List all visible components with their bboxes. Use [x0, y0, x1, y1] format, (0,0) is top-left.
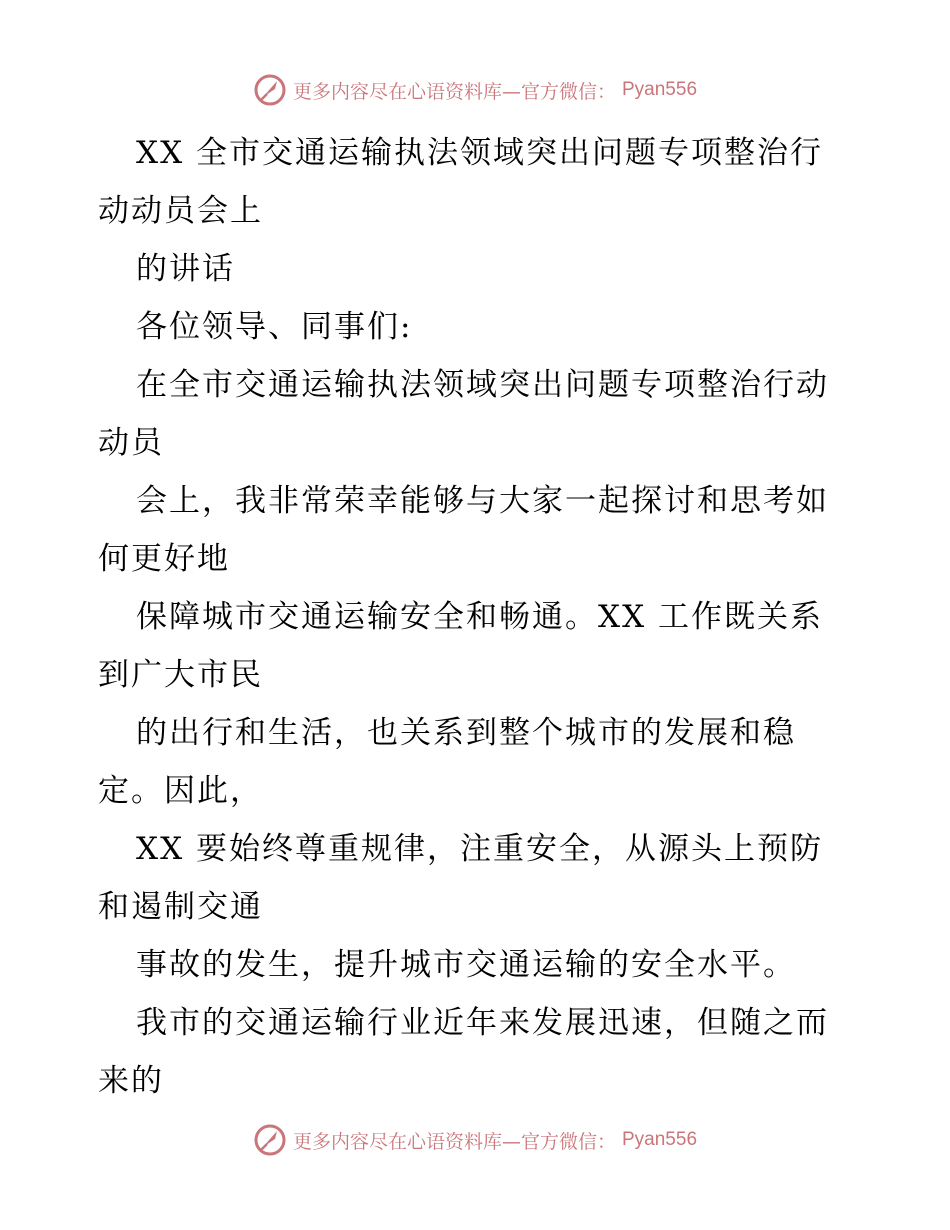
text-line: 到广大市民 [98, 657, 263, 693]
text-line: XX 要始终尊重规律，注重安全，从源头上预防 [136, 831, 823, 867]
text-line: 在全市交通运输执法领域突出问题专项整治行动 [136, 367, 829, 403]
text-line: 的出行和生活，也关系到整个城市的发展和稳 [136, 715, 796, 751]
text-line: 动员 [98, 425, 164, 461]
document-body [98, 124, 858, 1110]
watermark-wechat-id: Pyan556 [622, 79, 698, 100]
watermark-text: 更多内容尽在心语资料库—官方微信： [292, 80, 616, 103]
watermark-text: 更多内容尽在心语资料库—官方微信： [292, 1130, 616, 1153]
footer-watermark [0, 1120, 950, 1160]
text-line: 保障城市交通运输安全和畅通。XX 工作既关系 [136, 599, 823, 635]
quill-logo-icon [253, 73, 287, 107]
text-line: XX 全市交通运输执法领域突出问题专项整治行 [136, 135, 823, 171]
quill-logo-icon [253, 1123, 287, 1157]
text-line: 我市的交通运输行业近年来发展迅速，但随之而 [136, 1005, 829, 1041]
text-line: 和遏制交通 [98, 889, 263, 925]
text-line: 何更好地 [98, 541, 230, 577]
text-line: 定。因此， [98, 773, 263, 809]
text-line: 各位领导、同事们: [136, 309, 413, 345]
text-line: 事故的发生，提升城市交通运输的安全水平。 [136, 947, 796, 983]
text-line: 会上，我非常荣幸能够与大家一起探讨和思考如 [136, 483, 829, 519]
watermark-wechat-id: Pyan556 [622, 1129, 698, 1150]
text-line: 来的 [98, 1063, 164, 1099]
header-watermark [0, 70, 950, 110]
text-line: 的讲话 [136, 251, 235, 287]
text-line: 动动员会上 [98, 193, 263, 229]
